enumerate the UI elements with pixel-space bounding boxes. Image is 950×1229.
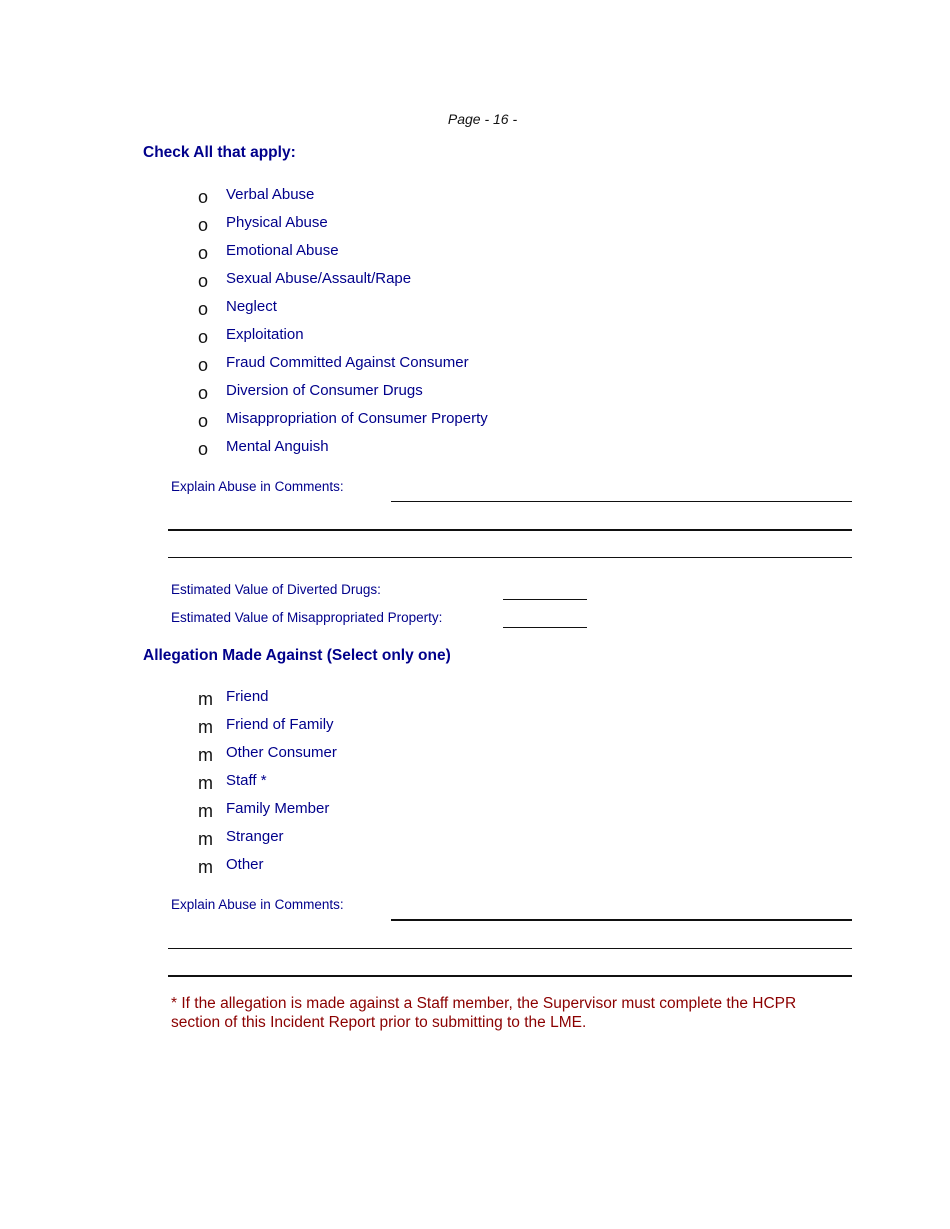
checkbox-label: Neglect xyxy=(226,298,277,315)
radio-icon[interactable]: m xyxy=(198,829,213,849)
radio-label: Stranger xyxy=(226,828,284,845)
allegation-comments-label: Explain Abuse in Comments: xyxy=(171,897,344,912)
checkbox-icon[interactable]: o xyxy=(198,411,209,431)
radio-icon[interactable]: m xyxy=(198,745,213,765)
checkbox-label: Emotional Abuse xyxy=(226,242,339,259)
radio-label: Other Consumer xyxy=(226,744,337,761)
misappropriated-property-label: Estimated Value of Misappropriated Property: xyxy=(171,610,443,625)
checkbox-label: Exploitation xyxy=(226,326,304,343)
staff-footnote: * If the allegation is made against a Staff member, the Supervisor must complete the HCPR section of this Incident Report prior to submitting to the LME. xyxy=(171,995,797,1031)
checkbox-icon[interactable]: o xyxy=(198,187,209,207)
allegation-section-title: Allegation Made Against (Select only one) xyxy=(143,647,451,664)
radio-icon[interactable]: m xyxy=(198,689,213,709)
allegation-comments-line-2[interactable] xyxy=(168,948,852,949)
checkbox-icon[interactable]: o xyxy=(198,355,209,375)
checkbox-icon[interactable]: o xyxy=(198,215,209,235)
radio-label: Other xyxy=(226,856,264,873)
checkbox-icon[interactable]: o xyxy=(198,383,209,403)
abuse-section-title: Check All that apply: xyxy=(143,144,296,161)
abuse-comments-line-2[interactable] xyxy=(168,529,852,531)
radio-label: Friend of Family xyxy=(226,716,334,733)
radio-icon[interactable]: m xyxy=(198,801,213,821)
radio-label: Family Member xyxy=(226,800,330,817)
abuse-comments-line-1[interactable] xyxy=(391,501,852,502)
allegation-comments-line-1[interactable] xyxy=(391,919,852,921)
checkbox-label: Sexual Abuse/Assault/Rape xyxy=(226,270,412,287)
diverted-drugs-field[interactable] xyxy=(503,599,587,600)
checkbox-label: Verbal Abuse xyxy=(226,186,315,203)
checkbox-label: Misappropriation of Consumer Property xyxy=(226,410,488,427)
checkbox-label: Fraud Committed Against Consumer xyxy=(226,354,469,371)
misappropriated-property-field[interactable] xyxy=(503,627,587,628)
checkbox-label: Mental Anguish xyxy=(226,438,329,455)
page-number: Page - 16 - xyxy=(447,111,518,127)
checkbox-label: Physical Abuse xyxy=(226,214,328,231)
radio-label: Friend xyxy=(226,688,269,705)
checkbox-icon[interactable]: o xyxy=(198,271,209,291)
checkbox-icon[interactable]: o xyxy=(198,299,209,319)
abuse-comments-line-3[interactable] xyxy=(168,557,852,558)
allegation-comments-line-3[interactable] xyxy=(168,975,852,977)
radio-icon[interactable]: m xyxy=(198,857,213,877)
radio-icon[interactable]: m xyxy=(198,717,213,737)
checkbox-icon[interactable]: o xyxy=(198,327,209,347)
checkbox-icon[interactable]: o xyxy=(198,439,209,459)
checkbox-label: Diversion of Consumer Drugs xyxy=(226,382,423,399)
checkbox-icon[interactable]: o xyxy=(198,243,209,263)
radio-label: Staff * xyxy=(226,772,267,789)
radio-icon[interactable]: m xyxy=(198,773,213,793)
diverted-drugs-label: Estimated Value of Diverted Drugs: xyxy=(171,582,381,597)
abuse-comments-label: Explain Abuse in Comments: xyxy=(171,479,344,494)
